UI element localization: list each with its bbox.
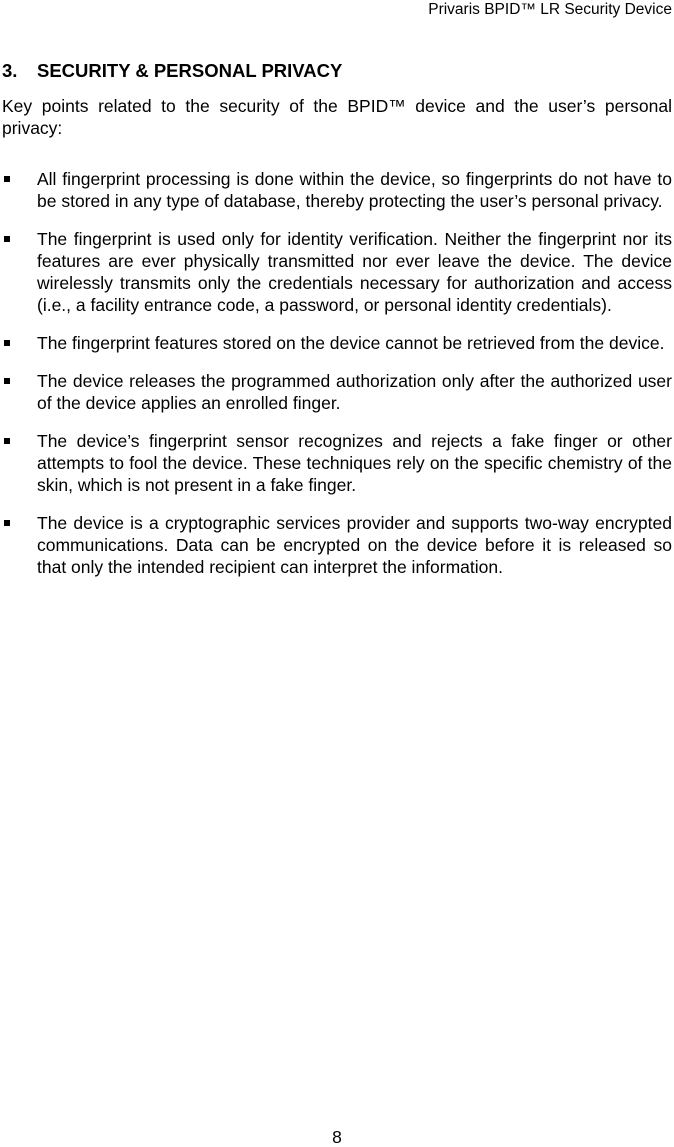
page-number: 8 — [332, 1127, 342, 1147]
bullet-square-icon — [4, 236, 10, 242]
running-header: Privaris BPID™ LR Security Device — [428, 1, 672, 18]
list-item — [0, 332, 674, 354]
bullet-square-icon — [4, 176, 10, 182]
bullet-square-icon — [4, 520, 10, 526]
bullet-square-icon — [4, 438, 10, 444]
list-item-text: The device is a cryptographic services provider and supports two-way encrypted communications. Data can be encrypted on the device before it is released so that only the intended recipient can interpret the information. — [37, 513, 672, 577]
list-item — [0, 168, 674, 212]
list-item — [0, 370, 674, 414]
list-item-text: The fingerprint is used only for identity verification. Neither the fingerprint nor its features are ever physically transmitted nor ever leave the device. The device wirelessly transmits only the credentials necessary for authorization and access (i.e., a facility entrance code, a password, or personal identity credentials). — [37, 229, 672, 315]
list-item — [0, 228, 674, 316]
bullet-list — [0, 168, 674, 594]
bullet-square-icon — [4, 378, 10, 384]
list-item — [0, 512, 674, 578]
section-number: 3. — [2, 60, 18, 81]
list-item — [0, 430, 674, 496]
section-title: SECURITY & PERSONAL PRIVACY — [37, 60, 343, 81]
list-item-text: All fingerprint processing is done within the device, so fingerprints do not have to be stored in any type of database, thereby protecting the user’s personal privacy. — [37, 169, 672, 211]
bullet-square-icon — [4, 340, 10, 346]
list-item-text: The fingerprint features stored on the device cannot be retrieved from the device. — [37, 333, 665, 353]
list-item-text: The device’s fingerprint sensor recognizes and rejects a fake finger or other attempts to fool the device. These techniques rely on the specific chemistry of the skin, which is not present in a fake finger. — [37, 431, 672, 495]
list-item-text: The device releases the programmed authorization only after the authorized user of the device applies an enrolled finger. — [37, 371, 672, 413]
intro-paragraph: Key points related to the security of the BPID™ device and the user’s personal privacy: — [2, 96, 672, 138]
section-heading — [2, 60, 342, 82]
